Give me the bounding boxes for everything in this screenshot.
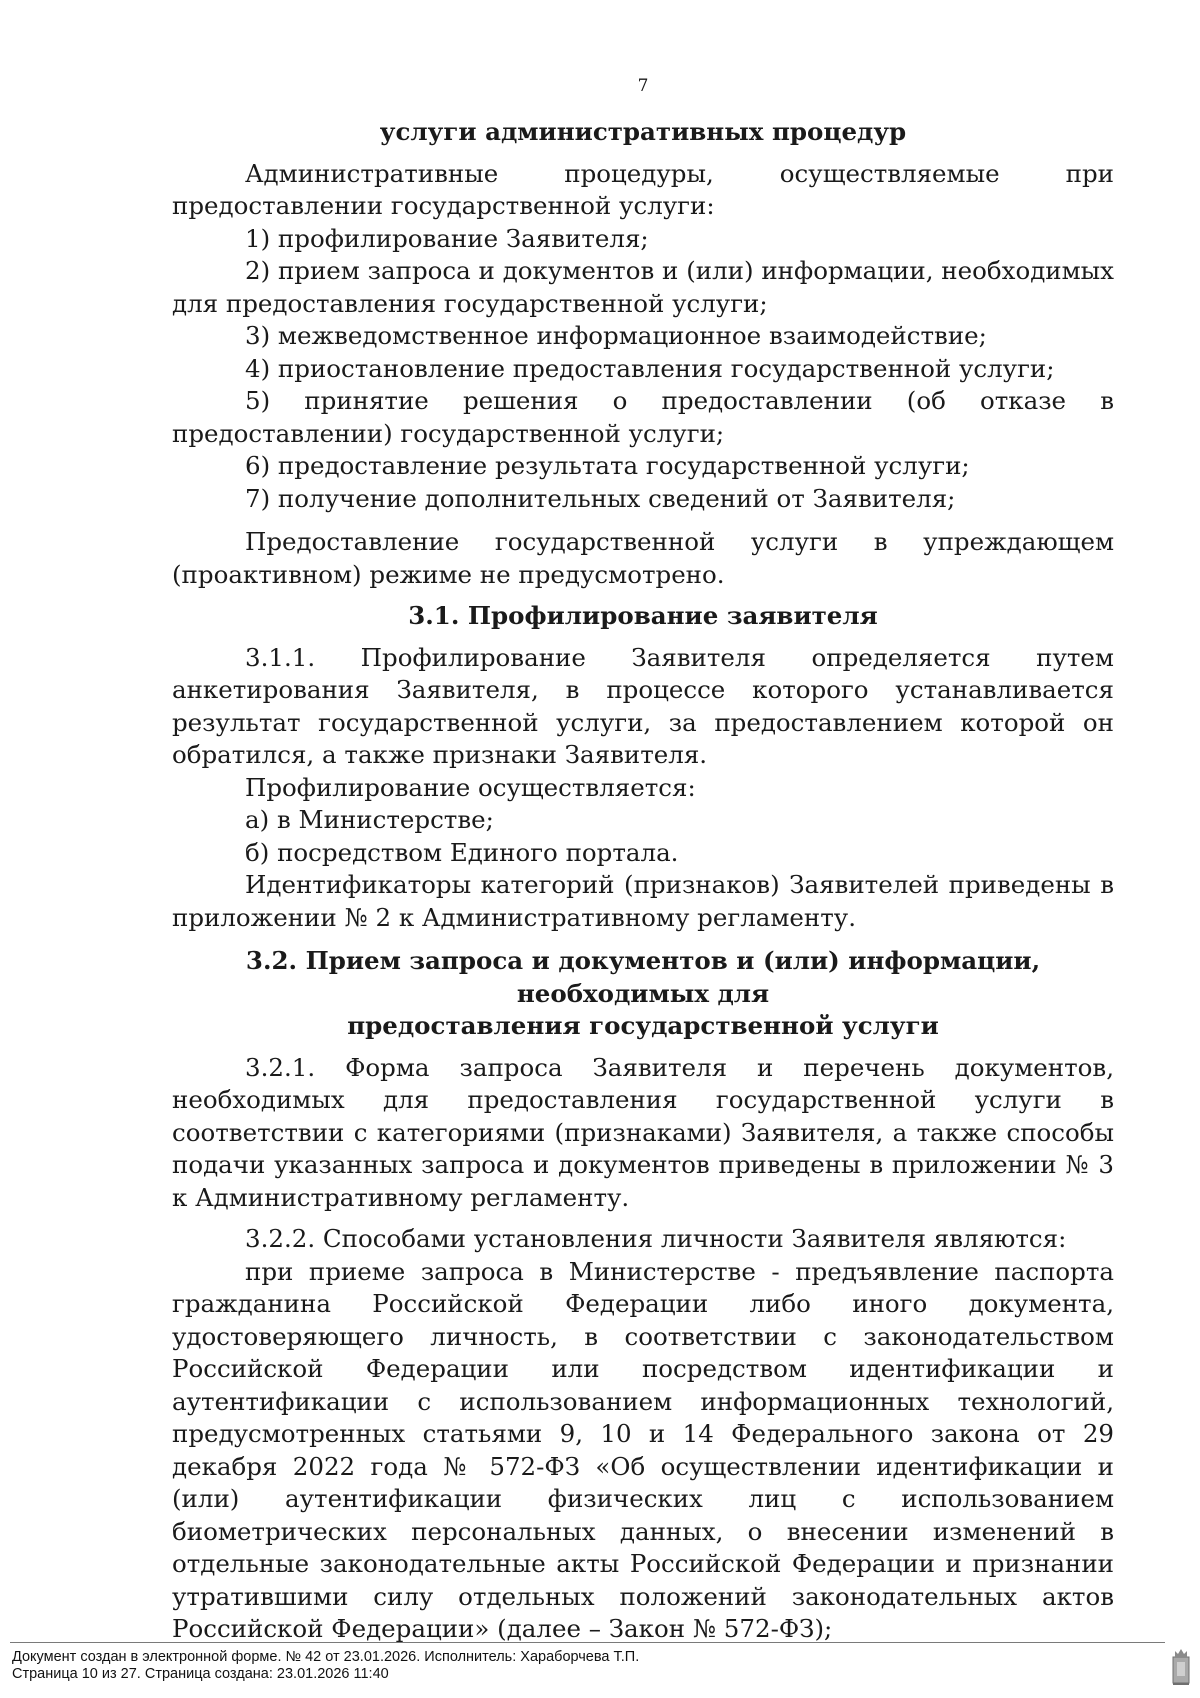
list-item: 2) прием запроса и документов и (или) информации, необходимых для предоставления государственной услуги; [172,256,1114,318]
footer-text [12,1649,639,1682]
section-heading-3-2 [172,945,1114,1043]
paragraph: 3.2.1. Форма запроса Заявителя и перечень документов, необходимых для предоставления государственной услуги в соответствии с категориями (признаками) Заявителя, а также способы подачи указанных запроса и документов приведены в приложении № 3 к Административному регламенту. [172,1052,1114,1212]
document-footer [0,1640,1200,1698]
paragraph: Профилирование осуществляется: [245,772,696,802]
paragraph: Предоставление государственной услуги в упреждающем (проактивном) режиме не предусмотрено. [172,527,1114,589]
section-heading-3-1: 3.1. Профилирование заявителя [408,601,878,630]
page-number: 7 [637,76,649,96]
paragraph: при приеме запроса в Министерстве - предъявление паспорта гражданина Российской Федерации либо иного документа, удостоверяющего личность, в соответствии с законодательством Российской Федерации или посредством идентификации и аутентификации с использованием информационных технологий, предусмотренных статьями 9, 10 и 14 Федерального закона от 29 декабря 2022 года № 572-ФЗ «Об осуществлении идентификации и (или) аутентификации физических лиц с использованием биометрических персональных данных, о внесении изменений в отдельные законодательные акты Российской Федерации и признании утратившими силу отдельных положений законодательных актов Российской Федерации» (далее – Закон № 572-ФЗ); [172,1256,1114,1643]
list-item: 3) межведомственное информационное взаимодействие; [245,321,987,350]
paragraph: Административные процедуры, осуществляемые при предоставлении государственной услуги: [172,158,1114,220]
section-heading-line: предоставления государственной услуги [347,1011,939,1040]
list-item: б) посредством Единого портала. [245,837,679,867]
footer-divider [10,1642,1165,1643]
list-item: 1) профилирование Заявителя; [245,223,649,253]
list-item: 6) предоставление результата государственной услуги; [245,451,970,480]
list-item: 7) получение дополнительных сведений от Заявителя; [245,483,956,513]
list-item: а) в Министерстве; [245,805,494,834]
document-body [172,116,1114,1646]
paragraph: Идентификаторы категорий (признаков) Заявителей приведены в приложении № 2 к Административному регламенту. [172,870,1114,932]
list-item: 4) приостановление предоставления государственной услуги; [245,353,1055,383]
section-heading-line: 3.2. Прием запроса и документов и (или) информации, необходимых для [245,946,1041,1008]
list-item: 5) принятие решения о предоставлении (об отказе в предоставлении) государственной услуги; [172,386,1114,448]
coat-of-arms-icon [1170,1647,1192,1687]
section-heading-continuation: услуги административных процедур [379,117,907,146]
footer-line-page-info: Страница 10 из 27. Страница создана: 23.01.2026 11:40 [12,1665,389,1682]
footer-line-document-info: Документ создан в электронной форме. № 42 от 23.01.2026. Исполнитель: Хараборчева Т.П. [12,1649,640,1665]
paragraph: 3.1.1. Профилирование Заявителя определяется путем анкетирования Заявителя, в процессе которого устанавливается результат государственной услуги, за предоставлением которой он обратился, а также признаки Заявителя. [172,642,1114,769]
paragraph: 3.2.2. Способами установления личности Заявителя являются: [245,1224,1067,1253]
